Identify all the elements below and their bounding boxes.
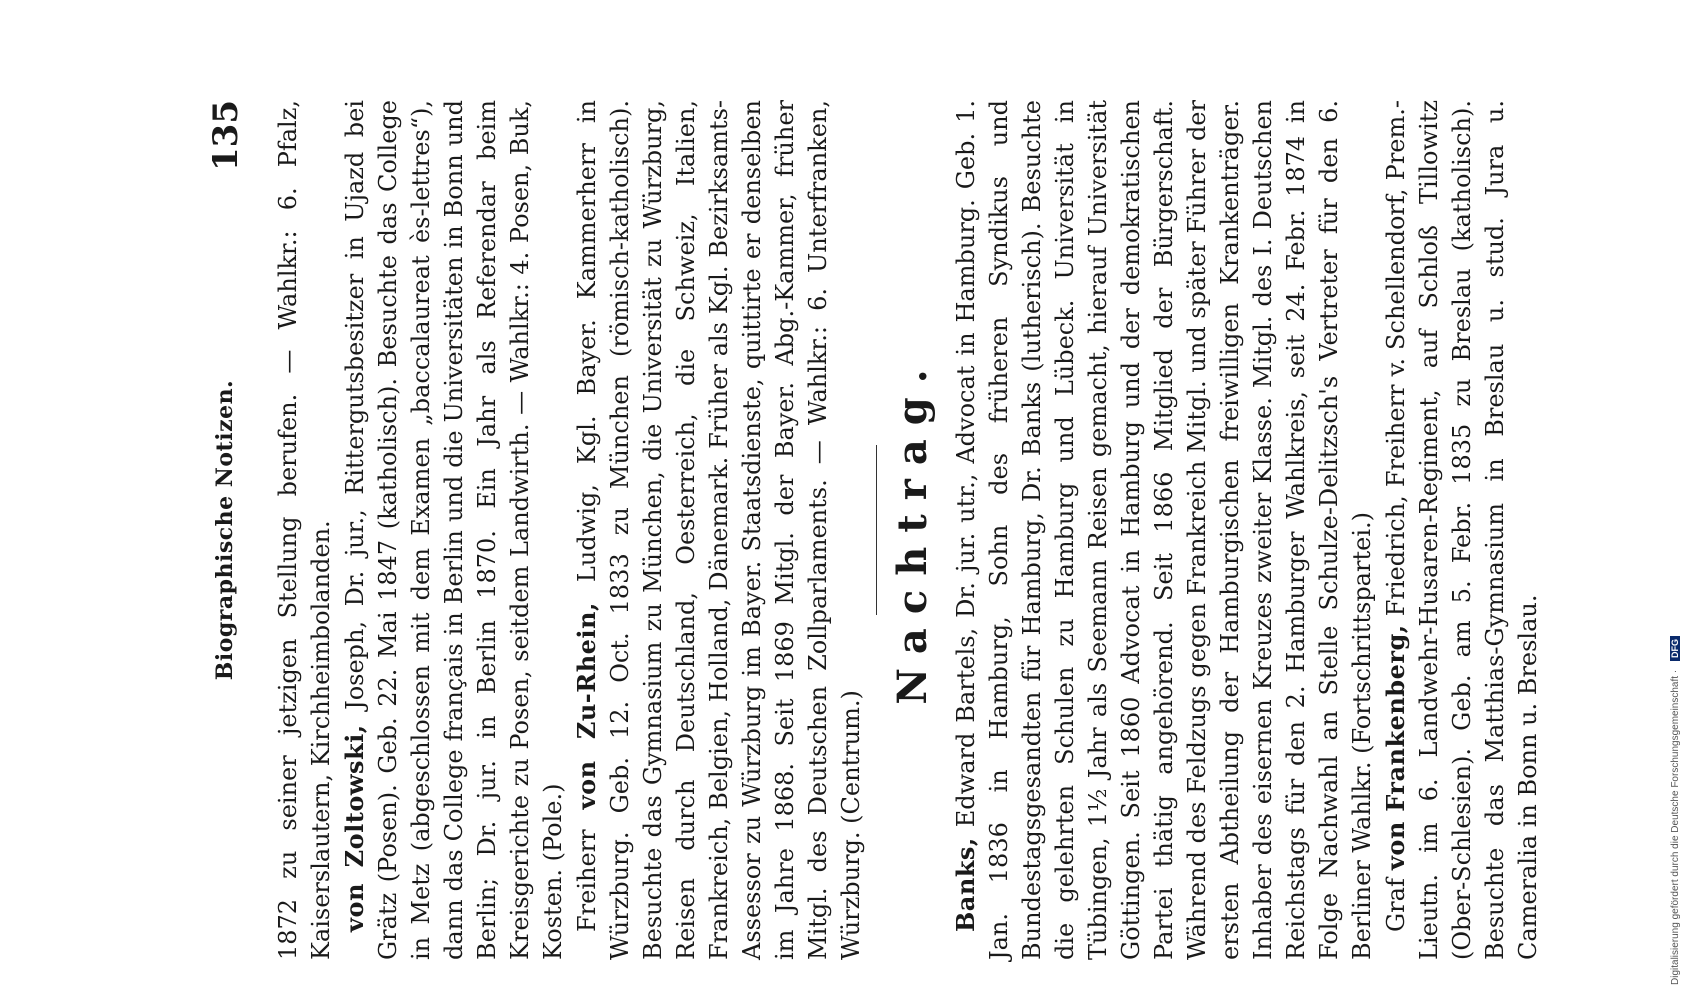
rotated-page-content <box>200 100 1542 960</box>
paragraph-text: 1872 zu seiner jetzigen Stellung berufen. — Wahlkr.: 6. Pfalz, Kaiserslautern, Kirchheimbolanden. <box>274 100 335 960</box>
entry-zoltowski <box>338 100 570 960</box>
entry-name: Banks, <box>951 837 980 932</box>
digitization-credit <box>1670 5 1686 985</box>
entry-zu-rhein <box>570 100 868 960</box>
section-divider <box>876 445 877 615</box>
entry-name: von Frankenberg, <box>1381 624 1410 871</box>
entry-text: Ludwig, Kgl. Bayer. Kammerherr in Würzburg. Geb. 12. Oct. 1833 zu München (römisch-katholisch). Besuchte das Gymnasium zu München, die Universität zu Würzburg, Reisen durch Deutschland, Oesterreich, die Schweiz, Italien, Frankreich, Belgien, Holland, Dänemark. Früher als Kgl. Bezirksamts-Assessor zu Würzburg im Bayer. Staatsdienste, quittirte er denselben im Jahre 1868. Seit 1869 Mitgl. der Bayer. Abg.-Kammer, früher Mitgl. des Deutschen Zollparlaments. — Wahlkr.: 6. Unterfranken, Würzburg. (Centrum.) <box>573 100 865 960</box>
entry-frankenberg <box>1379 100 1545 960</box>
dfg-logo: DFG <box>1670 636 1680 661</box>
entry-banks <box>949 100 1379 960</box>
body-text <box>272 100 1545 960</box>
paragraph-continuation <box>272 100 338 960</box>
entry-prefix: Graf <box>1382 878 1410 932</box>
page-header <box>200 100 260 960</box>
page-number: 135 <box>206 100 246 171</box>
entry-text: Friedrich, Freiherr v. Schellendorf, Prem.-Lieutn. im 6. Landwehr-Husaren-Regiment, auf Schloß Tillowitz (Ober-Schlesien). Geb. am 5. Febr. 1835 zu Breslau (katholisch). Besuchte das Matthias-Gymnasium in Breslau u. stud. Jura u. Cameralia in Bonn u. Breslau. <box>1382 100 1542 960</box>
section-title: Nachtrag. <box>889 355 936 705</box>
entry-name: von Zu-Rhein, <box>572 602 601 810</box>
entry-text: Joseph, Dr. jur., Rittergutsbesitzer in Ujazd bei Grätz (Posen). Geb. 22. Mai 1847 (katholisch). Besuchte das College in Metz (abgeschlossen mit dem Examen „baccalaureat ès-lettres“), dann das College français in Berlin und die Universitäten in Bonn und Berlin; Dr. jur. in Berlin 1870. Ein Jahr als Referendar beim Kreisgerichte zu Posen, seitdem Landwirth. — Wahlkr.: 4. Posen, Buk, Kosten. (Pole.) <box>341 100 567 960</box>
entry-prefix: Freiherr <box>573 829 601 932</box>
credit-text: Digitalisierung gefördert durch die Deutsche Forschungsgemeinschaft · <box>1670 669 1681 985</box>
entry-text: Edward Bartels, Dr. jur. utr., Advocat in Hamburg. Geb. 1. Jan. 1836 in Hamburg, Sohn des früheren Syndikus und Bundestagsgesandten für Hamburg, Dr. Banks (lutherisch). Besuchte die gelehrten Schulen zu Hamburg und Lübeck. Universität in Tübingen, 1½ Jahr als Seemann Reisen gemacht, hierauf Universität Göttingen. Seit 1860 Advocat in Hamburg und der demokratischen Partei thätig angehörend. Seit 1866 Mitglied der Bürgerschaft. Während des Feldzugs gegen Frankreich Mitgl. und später Führer der ersten Abtheilung der Hamburgischen freiwilligen Krankenträger. Inhaber des eisernen Kreuzes zweiter Klasse. Mitgl. des I. Deutschen Reichstags für den 2. Hamburger Wahlkreis, seit 24. Febr. 1874 in Folge Nachwahl an Stelle Schulze-Delitzsch's Vertreter für den 6. Berliner Wahlkr. (Fortschrittspartei.) <box>952 100 1376 960</box>
running-title: Biographische Notizen. <box>212 379 238 681</box>
entry-name: von Zoltowski, <box>340 724 369 932</box>
